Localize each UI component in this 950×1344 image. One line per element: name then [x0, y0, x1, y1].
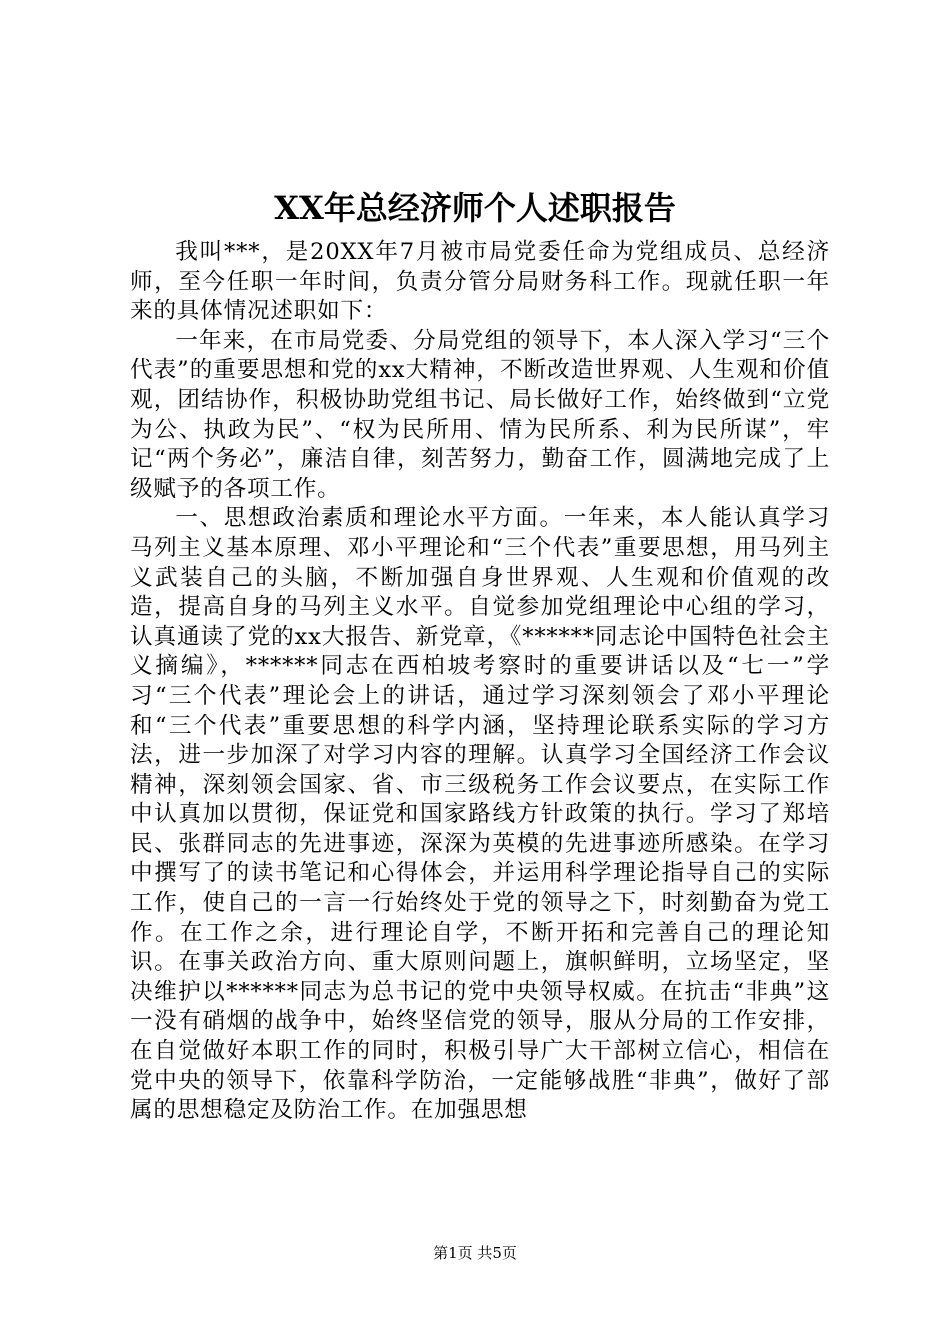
paragraph-section-one: 一、思想政治素质和理论水平方面。一年来，本人能认真学习马列主义基本原理、邓小平理论和“三个代表”重要思想，用马列主义武装自己的头脑，不断加强自身世界观、人生观和价值观的改造，提高自身的马列主义水平。自觉参加党组理论中心组的学习，认真通读了党的xx大报告、新党章，《******同志论中国特色社会主义摘编》，******同志在西柏坡考察时的重要讲话以及“七一”学习“三个代表”理论会上的讲话，通过学习深刻领会了邓小平理论和“三个代表”重要思想的科学内涵，坚持理论联系实际的学习方法，进一步加深了对学习内容的理解。认真学习全国经济工作会议精神，深刻领会国家、省、市三级税务工作会议要点，在实际工作中认真加以贯彻，保证党和国家路线方针政策的执行。学习了郑培民、张群同志的先进事迹，深深为英模的先进事迹所感染。在学习中撰写了的读书笔记和心得体会，并运用科学理论指导自己的实际工作，使自己的一言一行始终处于党的领导之下，时刻勤奋为党工作。在工作之余，进行理论自学，不断开拓和完善自己的理论知识。在事关政治方向、重大原则问题上，旗帜鲜明，立场坚定，坚决维护以******同志为总书记的党中央领导权威。在抗击“非典”这一没有硝烟的战争中，始终坚信党的领导，服从分局的工作安排，在自觉做好本职工作的同时，积极引导广大干部树立信心，相信在党中央的领导下，依靠科学防治，一定能够战胜“非典”，做好了部属的思想稳定及防治工作。在加强思想 — [130, 505, 830, 1124]
paragraph-summary: 一年来，在市局党委、分局党组的领导下，本人深入学习“三个代表”的重要思想和党的xx大精神，不断改造世界观、人生观和价值观，团结协作，积极协助党组书记、局长做好工作，始终做到“立党为公、执政为民”、“权为民所用、情为民所系、利为民所谋”，牢记“两个务必”，廉洁自律，刻苦努力，勤奋工作，圆满地完成了上级赋予的各项工作。 — [130, 327, 830, 502]
document-body — [130, 238, 830, 1126]
document-title: XX年总经济师个人述职报告 — [274, 189, 676, 227]
page-footer: 第1页 共5页 — [433, 1244, 517, 1262]
paragraph-intro: 我叫***，是20XX年7月被市局党委任命为党组成员、总经济师，至今任职一年时间，负责分管分局财务科工作。现就任职一年来的具体情况述职如下： — [130, 239, 830, 325]
